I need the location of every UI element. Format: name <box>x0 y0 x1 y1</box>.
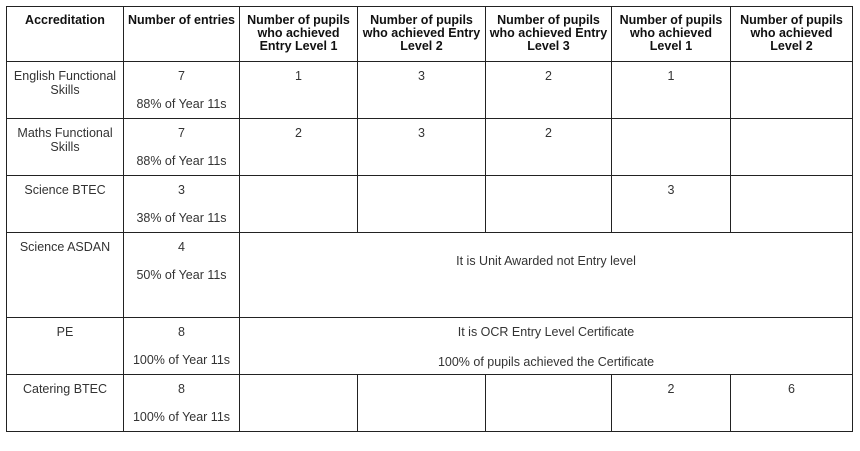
accreditation-cell: English Functional Skills <box>7 62 124 119</box>
header-entry-level-2: Number of pupils who achieved Entry Level 2 <box>358 7 486 62</box>
level-2-cell <box>731 119 853 176</box>
entries-percent: 38% of Year 11s <box>136 211 227 225</box>
entries-count: 4 <box>178 240 185 254</box>
entry-level-1-cell <box>240 375 358 432</box>
entries-cell <box>124 233 240 318</box>
row-note: It is Unit Awarded not Entry level <box>456 254 636 268</box>
entry-level-3-cell <box>486 176 612 233</box>
entries-count: 7 <box>178 126 185 140</box>
entry-level-2-cell <box>358 375 486 432</box>
header-entry-level-3: Number of pupils who achieved Entry Level 3 <box>486 7 612 62</box>
entry-level-3-cell <box>486 375 612 432</box>
entry-level-1-cell: 2 <box>240 119 358 176</box>
level-1-cell <box>612 119 731 176</box>
entries-percent: 100% of Year 11s <box>132 353 231 367</box>
entries-count: 3 <box>178 183 185 197</box>
accreditation-cell: Science BTEC <box>7 176 124 233</box>
row-note-secondary: 100% of pupils achieved the Certificate <box>437 355 655 369</box>
entries-count: 7 <box>178 69 185 83</box>
entries-percent: 50% of Year 11s <box>136 268 227 282</box>
table-row <box>7 119 853 176</box>
entries-cell <box>124 375 240 432</box>
entries-percent: 88% of Year 11s <box>136 97 227 111</box>
entries-percent: 100% of Year 11s <box>132 410 231 424</box>
header-number-of-entries: Number of entries <box>124 7 240 62</box>
header-entry-level-1: Number of pupils who achieved Entry Level 1 <box>240 7 358 62</box>
entry-level-2-cell <box>358 176 486 233</box>
header-level-2: Number of pupils who achieved Level 2 <box>731 7 853 62</box>
entry-level-1-cell: 1 <box>240 62 358 119</box>
level-2-cell: 6 <box>731 375 853 432</box>
level-2-cell <box>731 176 853 233</box>
entries-cell <box>124 318 240 375</box>
table-row <box>7 318 853 375</box>
entry-level-2-cell: 3 <box>358 62 486 119</box>
entries-cell <box>124 62 240 119</box>
accreditation-cell: PE <box>7 318 124 375</box>
table-row <box>7 233 853 318</box>
header-level-1: Number of pupils who achieved Level 1 <box>612 7 731 62</box>
entry-level-1-cell <box>240 176 358 233</box>
header-accreditation: Accreditation <box>7 7 124 62</box>
entries-count: 8 <box>178 325 185 339</box>
level-2-cell <box>731 62 853 119</box>
merged-note-cell <box>240 233 853 318</box>
entry-level-3-cell: 2 <box>486 62 612 119</box>
entries-cell <box>124 176 240 233</box>
level-1-cell: 2 <box>612 375 731 432</box>
entries-count: 8 <box>178 382 185 396</box>
merged-note-cell <box>240 318 853 375</box>
accreditation-cell: Maths Functional Skills <box>7 119 124 176</box>
level-1-cell: 1 <box>612 62 731 119</box>
row-note: It is OCR Entry Level Certificate <box>457 325 635 339</box>
table-row <box>7 176 853 233</box>
entry-level-3-cell: 2 <box>486 119 612 176</box>
entries-cell <box>124 119 240 176</box>
accreditation-results-table <box>6 6 853 432</box>
table-row <box>7 375 853 432</box>
accreditation-cell: Catering BTEC <box>7 375 124 432</box>
entries-percent: 88% of Year 11s <box>136 154 227 168</box>
accreditation-cell: Science ASDAN <box>7 233 124 318</box>
entry-level-2-cell: 3 <box>358 119 486 176</box>
header-row <box>7 7 853 62</box>
level-1-cell: 3 <box>612 176 731 233</box>
table-row <box>7 62 853 119</box>
